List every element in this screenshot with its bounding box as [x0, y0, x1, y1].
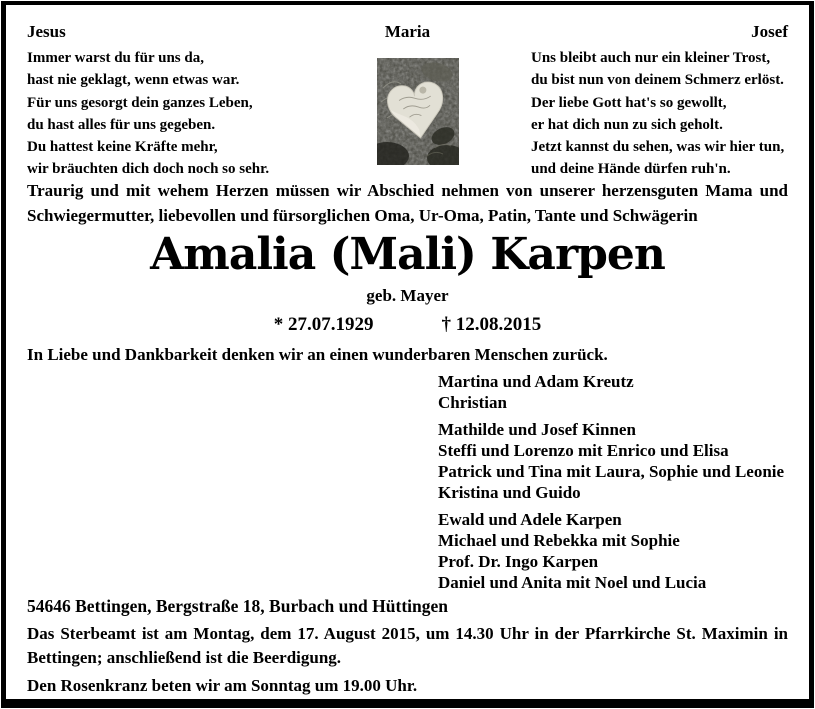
- mourner-line: Michael und Rebekka mit Sophie: [438, 531, 680, 550]
- address-line: 54646 Bettingen, Bergstraße 18, Burbach und Hüttingen: [27, 596, 448, 616]
- mourner-group: [438, 371, 788, 413]
- mourner-line: Ewald und Adele Karpen: [438, 510, 622, 529]
- heart-stone-photo: [377, 58, 459, 165]
- obituary-page: [1, 1, 814, 708]
- mourner-line: Daniel und Anita mit Noel und Lucia: [438, 573, 707, 592]
- rosary-announcement: Den Rosenkranz beten wir am Sonntag um 19.00 Uhr.: [27, 676, 418, 695]
- holy-names-row: [27, 22, 788, 42]
- poem-line: wir bräuchten dich doch noch so sehr.: [27, 161, 270, 178]
- mourner-line: Steffi und Lorenzo mit Enrico und Elisa: [438, 441, 729, 460]
- tribute-line: In Liebe und Dankbarkeit denken wir an einen wunderbaren Menschen zurück.: [27, 345, 608, 364]
- mourner-line: Kristina und Guido: [438, 483, 581, 502]
- poem-right: [531, 47, 784, 181]
- poem-line: Jetzt kannst du sehen, was wir hier tun,: [531, 139, 785, 156]
- mourner-line: Mathilde und Josef Kinnen: [438, 420, 636, 439]
- poem-line: Der liebe Gott hat's so gewollt,: [531, 94, 727, 111]
- life-dates: [27, 313, 788, 337]
- mourner-group: [438, 509, 788, 593]
- poem-line: Du hattest keine Kräfte mehr,: [27, 139, 218, 156]
- service-announcement: Das Sterbeamt ist am Montag, dem 17. August 2015, um 14.30 Uhr in der Pfarrkirche St. Maximin in Bettingen; anschließend ist die Beerdigung.: [27, 624, 788, 667]
- poem-line: Für uns gesorgt dein ganzes Leben,: [27, 94, 253, 111]
- mourner-line: Martina und Adam Kreutz: [438, 372, 634, 391]
- holy-name-jesus: Jesus: [27, 22, 66, 41]
- poem-line: Immer warst du für uns da,: [27, 50, 204, 66]
- poem-line: er hat dich nun zu sich geholt.: [531, 116, 723, 133]
- mourner-line: Prof. Dr. Ingo Karpen: [438, 552, 599, 571]
- intro-paragraph: Traurig und mit wehem Herzen müssen wir Abschied nehmen von unserer herzensguten Mama und Schwiegermutter, liebevollen und fürsorglichen Oma, Ur-Oma, Patin, Tante und Schwägerin: [27, 181, 788, 225]
- heart-stone-illustration: [377, 58, 459, 165]
- holy-name-josef: Josef: [751, 22, 788, 41]
- poem-left: [27, 47, 269, 181]
- deceased-name: Amalia (Mali) Karpen: [150, 229, 665, 280]
- header-section: [27, 22, 788, 178]
- poem-line: Uns bleibt auch nur ein kleiner Trost,: [531, 50, 771, 66]
- birth-date: * 27.07.1929: [273, 314, 374, 335]
- poem-line: du hast alles für uns gegeben.: [27, 116, 216, 133]
- mourner-group: [438, 419, 788, 503]
- holy-name-maria: Maria: [384, 22, 431, 41]
- death-date: † 12.08.2015: [441, 314, 542, 335]
- poem-line: hast nie geklagt, wenn etwas war.: [27, 72, 240, 89]
- mourners-list: [438, 371, 788, 593]
- mourner-line: Christian: [438, 393, 507, 412]
- poem-line: du bist nun von deinem Schmerz erlöst.: [531, 72, 784, 89]
- poem-line: und deine Hände dürfen ruh'n.: [531, 161, 731, 178]
- mourner-line: Patrick und Tina mit Laura, Sophie und Leonie: [438, 462, 785, 481]
- maiden-name: geb. Mayer: [366, 286, 449, 305]
